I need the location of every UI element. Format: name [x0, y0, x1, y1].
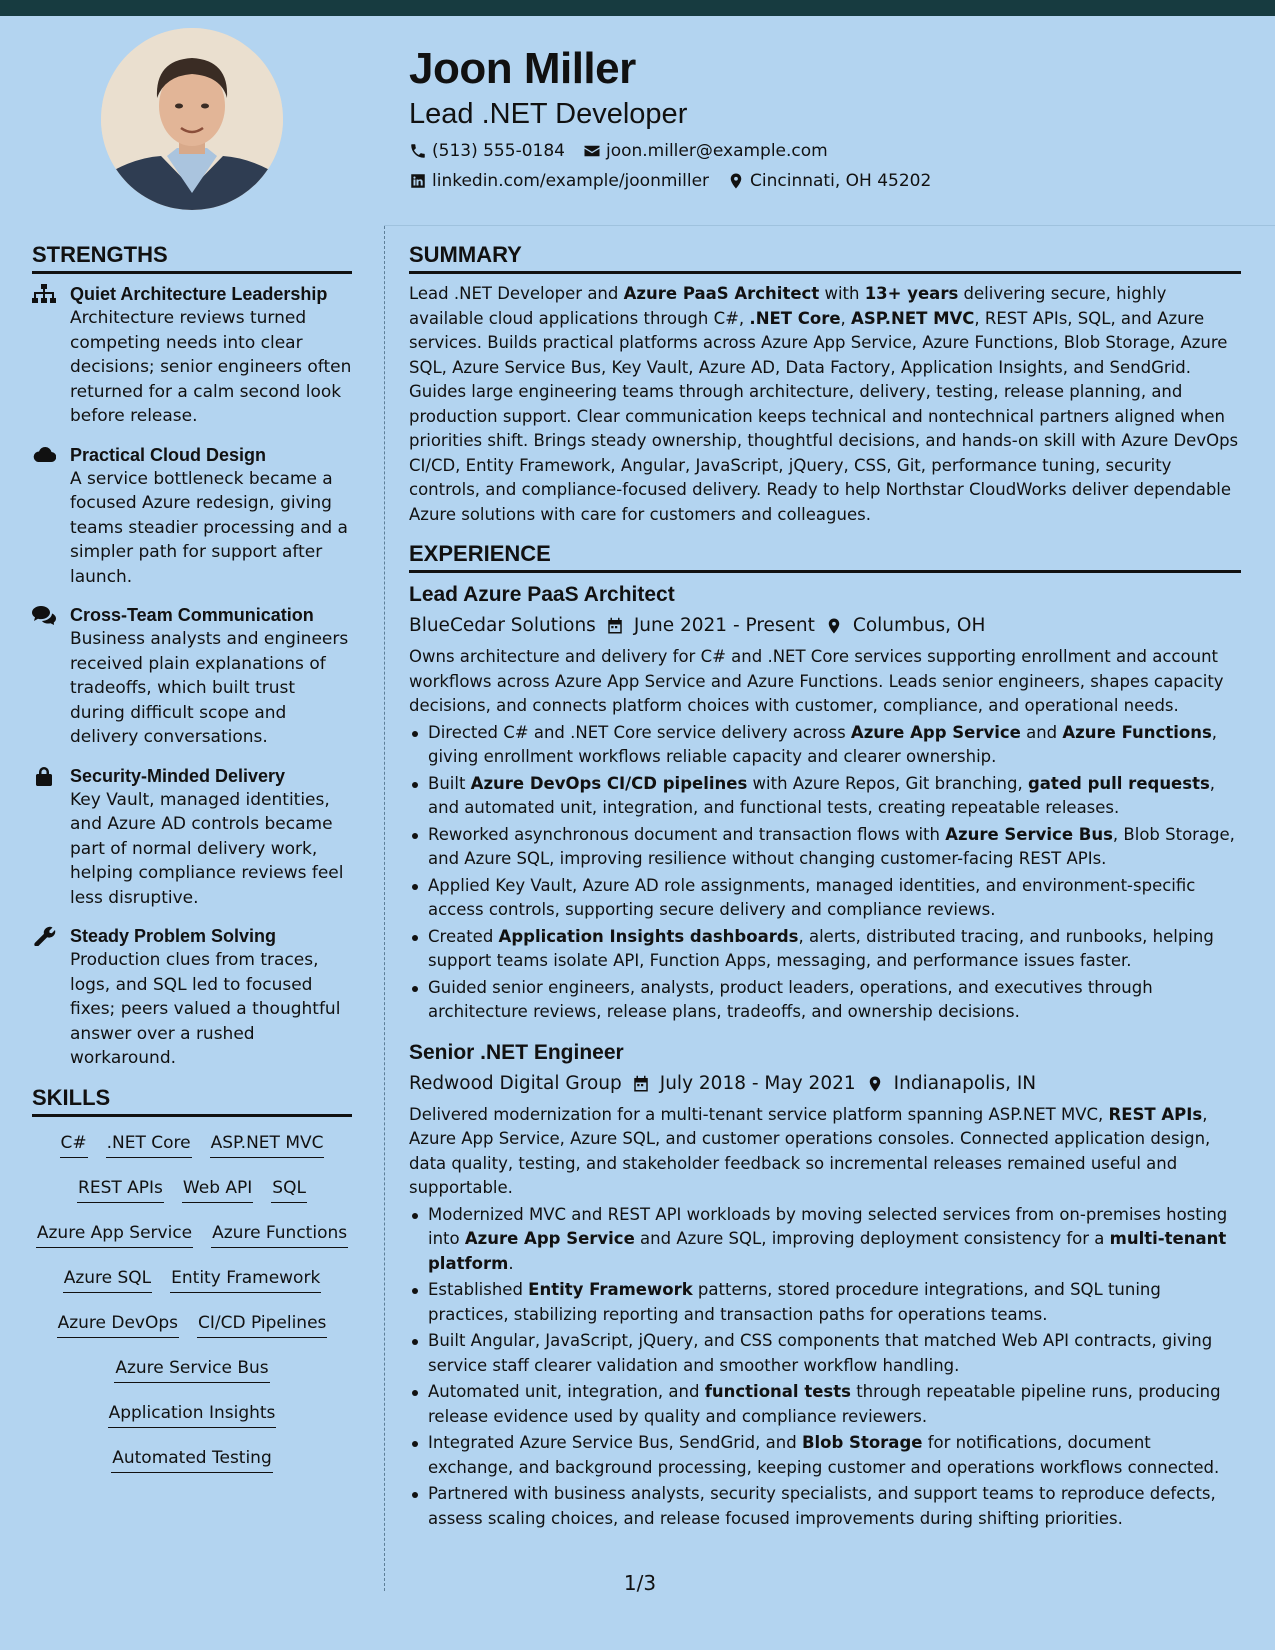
skill-row	[32, 1215, 352, 1260]
job-bullet	[409, 1482, 1241, 1531]
job-title: Lead Azure PaaS Architect	[409, 583, 675, 606]
skill-tag: Azure Service Bus	[114, 1356, 269, 1383]
profile-photo	[101, 28, 283, 210]
job-bullet	[409, 976, 1241, 1025]
text-run: Built Angular, JavaScript, jQuery, and CSS components that matched Web API contracts, giving service staff clearer validation and smoother workflow handling.	[428, 1331, 1213, 1375]
sitemap-icon	[32, 284, 56, 304]
bold-text: 13+ years	[864, 284, 959, 303]
text-run: Built	[428, 773, 471, 793]
strength-item	[32, 603, 352, 750]
page-number: 1/3	[623, 1571, 657, 1595]
map-marker-icon	[866, 1075, 884, 1093]
strength-name: Security-Minded Delivery	[70, 765, 286, 786]
contact-linkedin[interactable]: linkedin.com/example/joonmiller	[409, 170, 709, 192]
strength-item	[32, 443, 352, 590]
strength-desc: Architecture reviews turned competing needs into clear decisions; senior engineers often returned for a calm second look before release.	[70, 308, 352, 426]
candidate-name: Joon Miller	[409, 44, 636, 93]
summary-text	[409, 282, 1241, 527]
wrench-icon	[32, 926, 56, 946]
candidate-title: Lead .NET Developer	[409, 98, 688, 130]
skill-tag: Entity Framework	[170, 1266, 321, 1293]
text-run: and	[1020, 722, 1063, 742]
bold-text: Azure App Service	[464, 1229, 635, 1248]
job-bullet	[409, 925, 1241, 974]
bold-text: functional tests	[704, 1382, 851, 1401]
bold-text: Azure App Service	[850, 722, 1021, 742]
bold-text: gated pull requests	[1027, 773, 1210, 793]
job-bullet	[409, 1431, 1241, 1480]
text-run: Partnered with business analysts, security specialists, and support teams to reproduce defects, assess scaling choices, and release focused improvements during shifting priorities.	[428, 1484, 1216, 1528]
text-run: Reworked asynchronous document and transaction flows with	[428, 824, 946, 844]
bold-text: Application Insights dashboards	[498, 926, 799, 946]
skill-row	[32, 1125, 352, 1170]
left-column	[32, 242, 352, 1485]
bold-text: Entity Framework	[528, 1280, 693, 1299]
envelope-icon	[583, 142, 601, 160]
text-run: Modernized MVC and REST API workloads by moving selected services from on-premises hosting into	[428, 1204, 1228, 1248]
text-run: Established	[428, 1280, 529, 1299]
experience-heading: EXPERIENCE	[409, 541, 1241, 573]
strength-name: Cross-Team Communication	[70, 605, 314, 625]
contact-row-1	[409, 140, 1239, 162]
job-bullet	[409, 1380, 1241, 1429]
strengths-list	[32, 282, 352, 1071]
bold-text: Blob Storage	[801, 1433, 923, 1452]
strength-item	[32, 764, 352, 911]
job-bullet	[409, 772, 1241, 821]
text-run: , alerts, distributed tracing, and runbooks, helping support teams isolate API, Function Apps, messaging, and performance issues faster.	[428, 926, 1214, 970]
job-title: Senior .NET Engineer	[409, 1040, 624, 1064]
skill-tag: Azure DevOps	[57, 1311, 179, 1338]
right-column	[409, 242, 1241, 1541]
contact-phone[interactable]: (513) 555-0184	[409, 140, 565, 162]
job-description	[409, 1103, 1241, 1201]
text-run: Integrated Azure Service Bus, SendGrid, and	[428, 1433, 802, 1452]
skill-row	[32, 1440, 352, 1485]
skill-tag: REST APIs	[77, 1176, 164, 1203]
skill-tag: C#	[60, 1131, 88, 1158]
text-run: .	[508, 1253, 514, 1273]
text-run: for notifications, document exchange, and background processing, keeping customer and operations workflows connected.	[428, 1433, 1220, 1477]
text-run: Guided senior engineers, analysts, product leaders, operations, and executives through architecture reviews, release plans, tradeoffs, and ownership decisions.	[428, 977, 1153, 1021]
bold-text: multi-tenant platform	[428, 1229, 1227, 1273]
text-run: , giving enrollment workflows reliable capacity and clearer ownership.	[428, 722, 1218, 766]
strengths-heading: STRENGTHS	[32, 242, 352, 274]
bold-text: Azure PaaS Architect	[623, 284, 820, 303]
text-run: patterns, stored procedure integrations, and SQL tuning practices, stabilizing reporting and transaction paths for operations teams.	[428, 1280, 1161, 1324]
bold-text: Azure DevOps CI/CD pipelines	[470, 773, 748, 793]
bold-text: REST APIs	[1108, 1104, 1203, 1124]
column-divider	[384, 226, 385, 1591]
job-entry	[409, 581, 1241, 1025]
skill-tag: Azure Functions	[211, 1221, 348, 1248]
skill-tag: Automated Testing	[111, 1446, 273, 1473]
job-location: Columbus, OH	[852, 615, 986, 636]
contact-location: Cincinnati, OH 45202	[727, 170, 931, 192]
text-run: and Azure SQL, improving deployment consistency for a	[634, 1229, 1110, 1248]
job-company: Redwood Digital Group	[409, 1072, 622, 1094]
job-bullet	[409, 874, 1241, 923]
job-bullets	[409, 1203, 1241, 1532]
job-company: BlueCedar Solutions	[409, 615, 596, 636]
text-run: , and automated unit, integration, and functional tests, creating repeatable releases.	[428, 773, 1216, 817]
strength-desc: Production clues from traces, logs, and SQL led to focused fixes; peers valued a thoughtful answer over a rushed workaround.	[70, 950, 341, 1068]
top-accent-bar	[0, 0, 1275, 16]
skill-tag: .NET Core	[106, 1131, 192, 1158]
skill-tag: SQL	[271, 1176, 307, 1203]
map-marker-icon	[825, 617, 843, 635]
strength-name: Practical Cloud Design	[70, 444, 267, 465]
job-dates: June 2021 - Present	[633, 615, 815, 636]
skill-row	[32, 1260, 352, 1305]
text-run: through repeatable pipeline runs, producing release evidence used by quality and compliance reviewers.	[428, 1382, 1221, 1426]
skill-tag: Azure App Service	[36, 1221, 193, 1248]
job-entry	[409, 1039, 1241, 1532]
text-run: Delivered modernization for a multi-tenant service platform spanning ASP.NET MVC,	[409, 1104, 1109, 1124]
skill-tag: CI/CD Pipelines	[197, 1311, 327, 1338]
text-run: Automated unit, integration, and	[428, 1382, 705, 1401]
skill-row	[32, 1305, 352, 1350]
text-run: with	[819, 284, 865, 303]
job-bullet	[409, 1329, 1241, 1378]
calendar-icon	[632, 1075, 650, 1093]
strength-item	[32, 282, 352, 429]
calendar-icon	[606, 617, 624, 635]
strength-desc: Key Vault, managed identities, and Azure AD controls became part of normal delivery work, helping compliance reviews feel less disruptive.	[70, 789, 344, 908]
header-divider	[384, 225, 1275, 226]
skill-row	[32, 1170, 352, 1215]
summary-heading: SUMMARY	[409, 242, 1241, 274]
skill-tag: Application Insights	[108, 1401, 277, 1428]
cloud-icon	[32, 445, 56, 465]
job-bullet	[409, 1278, 1241, 1327]
text-run: , REST APIs, SQL, and Azure services. Builds practical platforms across Azure App Service, Azure Functions, Blob Storage, Azure SQL, Azure Service Bus, Key Vault, Azure AD, Data Factory, Application Insights, and SendGrid. Guides large engineering teams through architecture, delivery, testing, release planning, and production support. Clear communication keeps technical and nontechnical partners aligned when priorities shift. Brings steady ownership, thoughtful decisions, and hands-on skill with Azure DevOps CI/CD, Entity Framework, Angular, JavaScript, jQuery, CSS, Git, performance tuning, security controls, and compliance-focused delivery. Ready to help Northstar CloudWorks deliver dependable Azure solutions with care for customers and colleagues.	[409, 308, 1239, 524]
skills-heading: SKILLS	[32, 1085, 352, 1117]
text-run: Lead .NET Developer and	[409, 284, 624, 303]
map-marker-icon	[727, 172, 745, 190]
contact-row-2	[409, 170, 1239, 192]
comments-icon	[32, 605, 56, 625]
lock-icon	[32, 766, 56, 786]
text-run: , Azure App Service, Azure SQL, and customer operations consoles. Connected application design, data quality, testing, and stakeholder feedback so incremental releases remained useful and supportable.	[409, 1104, 1211, 1197]
job-bullet	[409, 1203, 1241, 1277]
skill-row	[32, 1350, 352, 1395]
skill-row	[32, 1395, 352, 1440]
job-description: Owns architecture and delivery for C# and .NET Core services supporting enrollment and account workflows across Azure App Service and Azure Functions. Leads senior engineers, shapes capacity decisions, and connects platform choices with customer, compliance, and operational needs.	[409, 647, 1224, 715]
contact-email[interactable]: joon.miller@example.com	[583, 140, 828, 162]
text-run: with Azure Repos, Git branching,	[747, 773, 1028, 793]
job-bullet	[409, 823, 1241, 872]
job-meta	[409, 1071, 1241, 1097]
text-run: Directed C# and .NET Core service delivery across	[428, 722, 851, 742]
skill-tag: Web API	[182, 1176, 253, 1203]
skill-tag: ASP.NET MVC	[210, 1131, 325, 1158]
job-bullet	[409, 721, 1241, 770]
strength-desc: Business analysts and engineers received plain explanations of tradeoffs, which built trust during difficult scope and delivery conversations.	[70, 629, 349, 747]
phone-icon	[409, 142, 427, 160]
bold-text: Azure Service Bus	[945, 824, 1113, 844]
text-run: ,	[840, 308, 852, 328]
job-dates: July 2018 - May 2021	[659, 1072, 856, 1094]
bold-text: ASP.NET MVC	[851, 308, 975, 328]
skill-tag: Azure SQL	[63, 1266, 152, 1293]
strength-name: Quiet Architecture Leadership	[70, 284, 328, 304]
bold-text: Azure Functions	[1062, 722, 1212, 742]
job-location: Indianapolis, IN	[893, 1072, 1037, 1094]
skills-list	[32, 1125, 352, 1485]
strength-item	[32, 924, 352, 1071]
job-bullets	[409, 721, 1241, 1025]
text-run: Applied Key Vault, Azure AD role assignments, managed identities, and environment-specific access controls, supporting secure delivery and compliance reviews.	[428, 875, 1196, 919]
job-meta	[409, 613, 1241, 639]
text-run: Created	[428, 926, 499, 946]
resume-header	[409, 40, 1239, 192]
linkedin-icon	[409, 172, 427, 190]
strength-name: Steady Problem Solving	[70, 926, 277, 946]
text-run: , Blob Storage, and Azure SQL, improving resilience without changing customer-facing REST APIs.	[428, 824, 1235, 868]
bold-text: .NET Core	[749, 308, 841, 328]
text-run: delivering secure, highly available cloud applications through C#,	[409, 284, 1167, 328]
strength-desc: A service bottleneck became a focused Azure redesign, giving teams steadier processing and a simpler path for support after launch.	[70, 468, 348, 587]
